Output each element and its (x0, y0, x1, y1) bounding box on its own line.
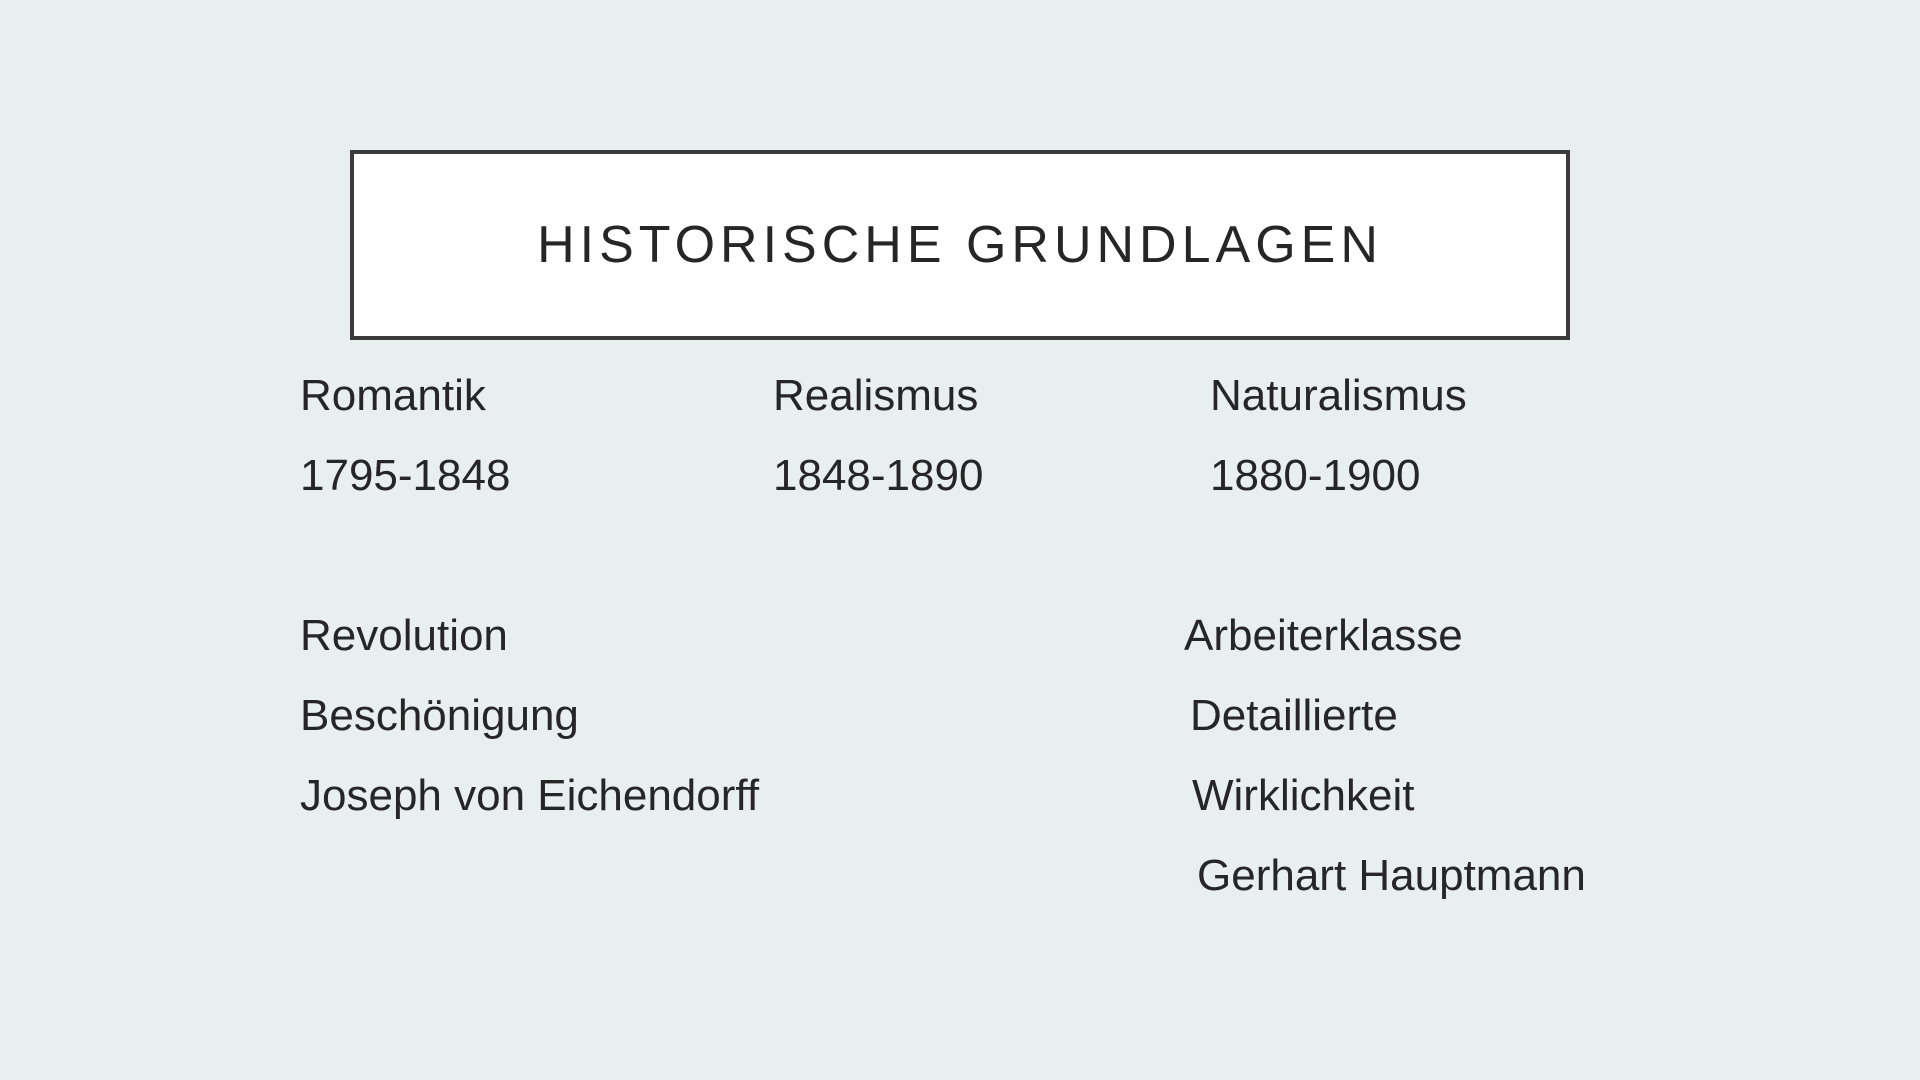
realismus-years: 1848-1890 (773, 451, 984, 500)
naturalismus-years: 1880-1900 (1210, 451, 1421, 500)
romantik-heading: Romantik (300, 371, 486, 420)
slide-title: HISTORISCHE GRUNDLAGEN (537, 216, 1383, 274)
romantik-item-beschoenigung: Beschönigung (300, 691, 579, 740)
naturalismus-item-detaillierte: Detaillierte (1190, 691, 1398, 740)
naturalismus-heading: Naturalismus (1210, 371, 1467, 420)
naturalismus-item-wirklichkeit: Wirklichkeit (1192, 771, 1415, 820)
romantik-item-revolution: Revolution (300, 611, 508, 660)
naturalismus-item-hauptmann: Gerhart Hauptmann (1197, 851, 1586, 900)
romantik-years: 1795-1848 (300, 451, 511, 500)
romantik-item-eichendorff: Joseph von Eichendorff (300, 771, 760, 820)
naturalismus-item-arbeiterklasse: Arbeiterklasse (1184, 611, 1463, 660)
title-box (350, 150, 1570, 340)
realismus-heading: Realismus (773, 371, 979, 420)
